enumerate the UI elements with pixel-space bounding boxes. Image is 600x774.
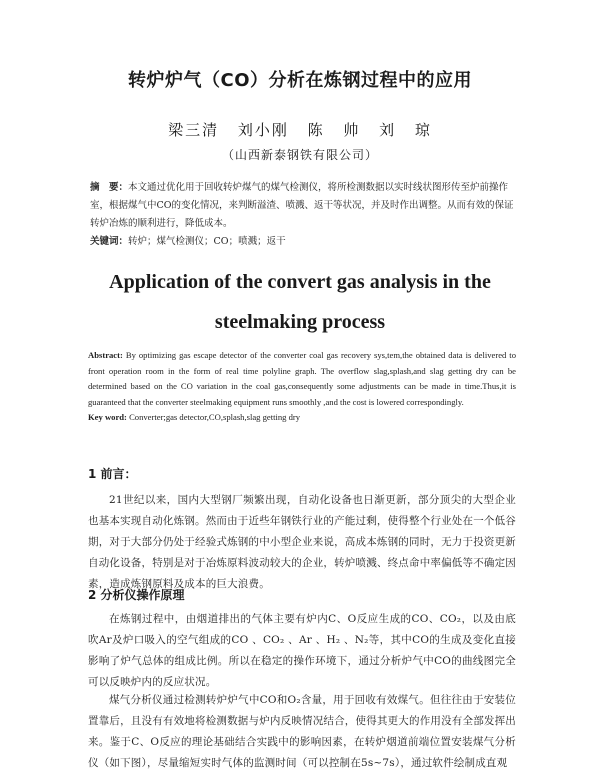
section-2-paragraph-2: 煤气分析仪通过检测转炉炉气中CO和O₂含量，用于回收有效煤气。但往往由于安装位置靠后，且没有有效地将检测数据与炉内反映情况结合，使得其更大的作用没有全部发挥出来。鉴于C、O反应的理论基础结合实践中的影响因素，在转炉烟道前端位置安装煤气分析仪（如下图），尽量缩短实时气体的监测时间（可以控制在5s~7s），通过软件绘制成直观: [88, 694, 516, 769]
section-2-paragraph-1: 在炼钢过程中，由烟道排出的气体主要有炉内C、O反应生成的CO、CO₂，以及由底吹Ar及炉口吸入的空气组成的CO 、CO₂ 、Ar 、H₂ 、N₂等，其中CO的生成及变化直接影响了炉气总体的组成比例。所以在稳定的操作环境下，通过分析炉气中CO的曲线图完全可以反映炉内的反应状况。: [88, 613, 516, 688]
section-2-heading: 2 分析仪操作原理: [88, 588, 185, 602]
section-1-heading: 1 前言：: [88, 467, 137, 481]
abstract-en-block: [88, 348, 516, 426]
paper-title-en: Application of the convert gas analysis in the steelmaking process: [109, 271, 491, 333]
paper-title-cn: 转炉炉气（CO）分析在炼钢过程中的应用: [127, 70, 472, 91]
keywords-en-text: Converter;gas detector,CO,splash,slag getting dry: [129, 412, 301, 423]
abstract-en-label: Abstract:: [88, 350, 123, 360]
keywords-cn-text: 转炉；煤气检测仪；CO；喷溅；返干: [128, 236, 286, 247]
section-1-paragraph: 21世纪以来，国内大型钢厂频繁出现，自动化设备也日渐更新，部分顶尖的大型企业也基本实现自动化炼钢。然而由于近些年钢铁行业的产能过剩，使得整个行业处在一个低谷期，对于大部分仍处于经验式炼钢的中小型企业来说，高成本炼钢的同时，无力于投资更新自动化设备，特别是对于冶炼原料波动较大的企业，转炉喷溅、终点命中率偏低等不确定因素，造成炼钢原料及成本的巨大浪费。: [88, 494, 516, 590]
abstract-cn-text: 本文通过优化用于回收转炉煤气的煤气检测仪，将所检测数据以实时线状图形传至炉前操作室，根据煤气中CO的变化情况，来判断溢渣、喷溅、返干等状况，并及时作出调整。从而有效的保证转炉冶炼的顺利进行，降低成本。: [90, 182, 514, 229]
abstract-cn-block: [90, 179, 518, 251]
keywords-cn-label: 关键词：: [90, 236, 129, 247]
affiliation-cn: （山西新泰钢铁有限公司）: [221, 148, 378, 162]
keywords-en-label: Key word:: [88, 412, 127, 423]
abstract-en-text: By optimizing gas escape detector of the converter coal gas recovery sys,tem,the obtained data is delivered to front operation room in the form of real time polyline graph. The overflow slag,splash,and slag getting dry can be determined based on the CO variation in the coal gas,consequently some adjustments can be made in time.Thus,it is guaranteed that the converter steelmaking equipment runs smoothly ,and the cost is lowered correspondingly.: [88, 350, 516, 407]
abstract-cn: [90, 179, 518, 233]
keywords-cn: [90, 233, 518, 251]
abstract-cn-label: 摘 要：: [90, 182, 129, 193]
keywords-en: [88, 410, 516, 426]
authors-cn: 梁三清 刘小刚 陈 帅 刘 琼: [168, 121, 432, 139]
abstract-en: [88, 348, 516, 410]
